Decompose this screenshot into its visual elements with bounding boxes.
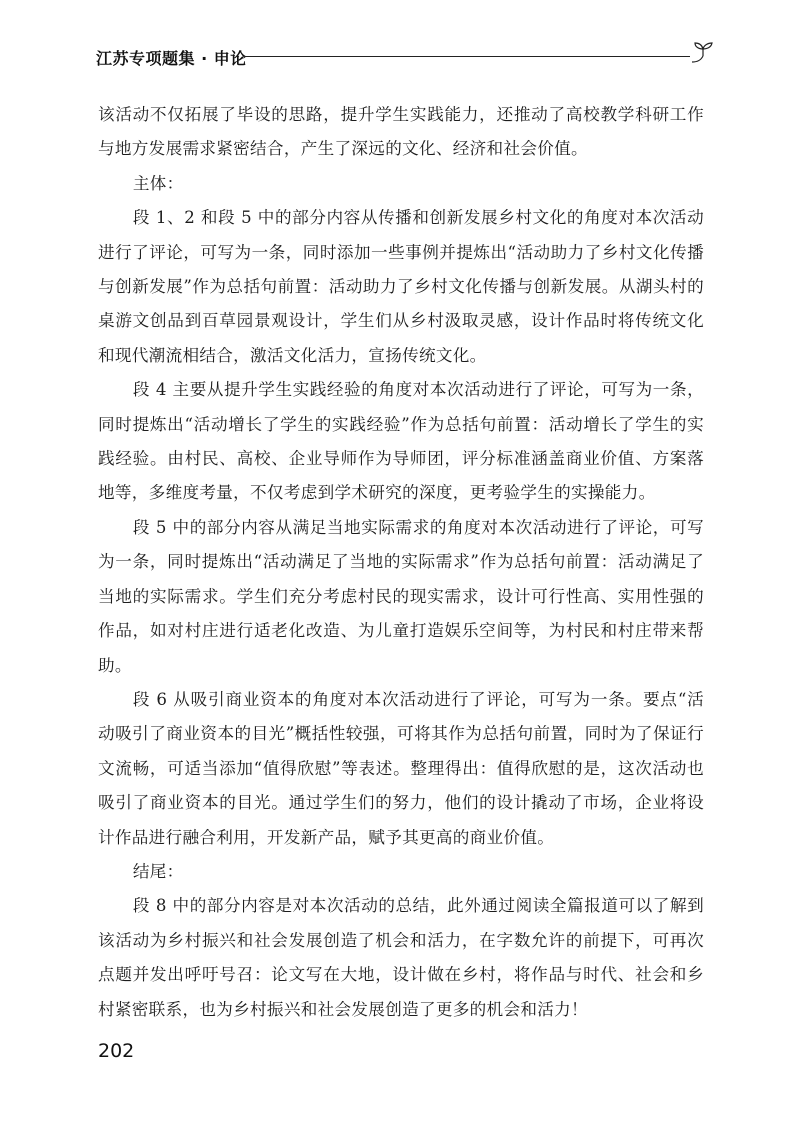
paragraph-capital: 段 6 从吸引商业资本的角度对本次活动进行了评论，可写为一条。要点“活动吸引了商业资本的目光”概括性较强，可将其作为总括句前置，同时为了保证行文流畅，可适当添加“值得欣慰”等表述。整理得出：值得欣慰的是，这次活动也吸引了商业资本的目光。通过学生们的努力，他们的设计撬动了市场，企业将设计作品进行融合利用，开发新产品，赋予其更高的商业价值。 <box>98 689 704 847</box>
page-body <box>98 98 704 1027</box>
paragraph-practice: 段 4 主要从提升学生实践经验的角度对本次活动进行了评论，可写为一条，同时提炼出“活动增长了学生的实践经验”作为总括句前置：活动增长了学生的实践经验。由村民、高校、企业导师作为导师团，评分标准涵盖商业价值、方案落地等，多维度考量，不仅考虑到学术研究的深度，更考验学生的实操能力。 <box>98 380 704 503</box>
header-rule <box>244 56 690 57</box>
section-heading-ending: 结尾： <box>132 861 184 881</box>
paragraph-intro-continued: 该活动不仅拓展了毕设的思路，提升学生实践能力，还推动了高校教学科研工作与地方发展需求紧密结合，产生了深远的文化、经济和社会价值。 <box>98 105 704 159</box>
paragraph-conclusion: 段 8 中的部分内容是对本次活动的总结，此外通过阅读全篇报道可以了解到该活动为乡村振兴和社会发展创造了机会和活力，在字数允许的前提下，可再次点题并发出呼吁号召：论文写在大地，设计做在乡村，将作品与时代、社会和乡村紧密联系，也为乡村振兴和社会发展创造了更多的机会和活力！ <box>98 896 704 1019</box>
section-heading-body: 主体： <box>132 173 184 193</box>
page-number: 202 <box>98 1040 135 1062</box>
paragraph-local-needs: 段 5 中的部分内容从满足当地实际需求的角度对本次活动进行了评论，可写为一条，同时提炼出“活动满足了当地的实际需求”作为总括句前置：活动满足了当地的实际需求。学生们充分考虑村民的现实需求，设计可行性高、实用性强的作品，如对村庄进行适老化改造、为儿童打造娱乐空间等，为村民和村庄带来帮助。 <box>98 517 704 675</box>
paragraph-culture: 段 1、2 和段 5 中的部分内容从传播和创新发展乡村文化的角度对本次活动进行了评论，可写为一条，同时添加一些事例并提炼出“活动助力了乡村文化传播与创新发展”作为总括句前置：活动助力了乡村文化传播与创新发展。从湖头村的桌游文创品到百草园景观设计，学生们从乡村汲取灵感，设计作品时将传统文化和现代潮流相结合，激活文化活力，宣扬传统文化。 <box>98 208 704 365</box>
book-title: 江苏专项题集 · 申论 <box>96 49 247 68</box>
running-header <box>96 40 716 70</box>
sprout-icon <box>690 40 716 66</box>
